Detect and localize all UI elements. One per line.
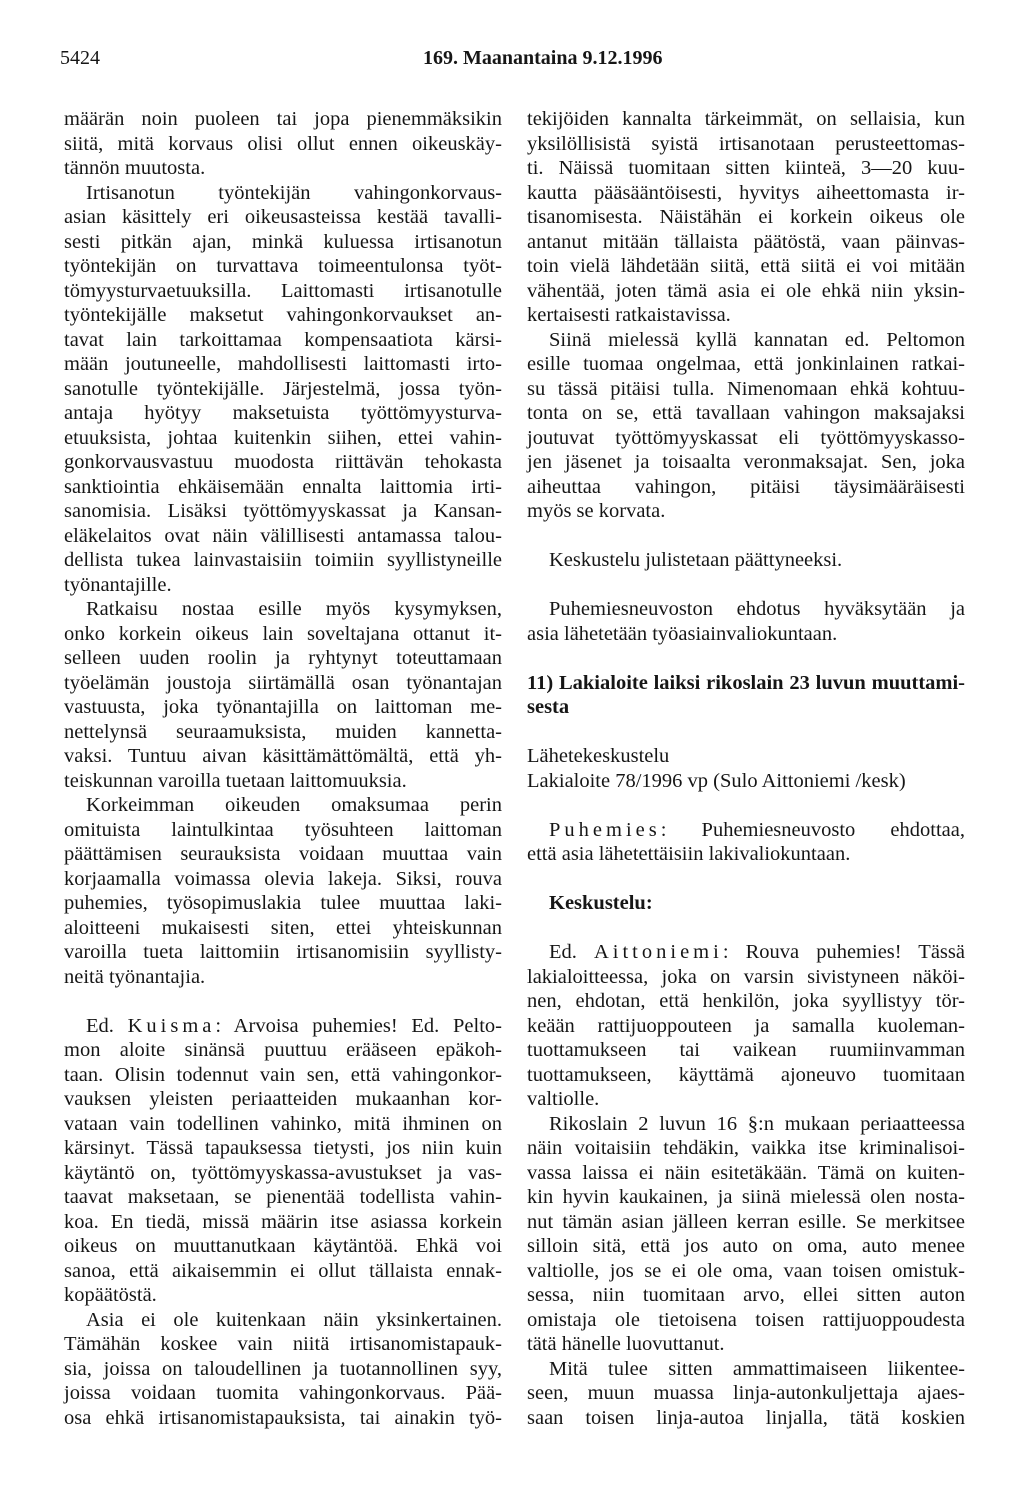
text-line: Ed. Kuisma: Arvoisa puhemies! Ed. Pelto- bbox=[86, 1014, 502, 1037]
page-header bbox=[60, 47, 970, 75]
paragraph-gap bbox=[527, 720, 965, 745]
text-line: Lähetekeskustelu bbox=[527, 745, 670, 767]
text-line: Korkeimman oikeuden omaksumaa perin bbox=[86, 794, 502, 816]
text-line: lakialoitteessa, joka on varsin sivistyneen näköi- bbox=[527, 965, 965, 988]
paragraph-gap bbox=[527, 793, 965, 818]
text-line: sesta bbox=[527, 696, 570, 718]
text-line: käytäntö on, työttömyyskassa-avustukset ja vas- bbox=[64, 1161, 502, 1184]
text-line: antaja hyötyy maksetuista työttömyysturva- bbox=[64, 402, 502, 424]
text-line: vastuusta, joka työnantajilla on laittoman me- bbox=[64, 696, 502, 718]
text-line: mään joutuneelle, mahdollisesti laittomasti irto- bbox=[64, 353, 502, 375]
text-line: Ed. Aittoniemi: Rouva puhemies! Tässä bbox=[549, 941, 965, 963]
page-number: 5424 bbox=[60, 47, 100, 69]
text-line: Puhemiesneuvoston ehdotus hyväksytään ja bbox=[549, 598, 965, 620]
text-line: saan toisen linja-autoa linjalla, tätä koskien bbox=[527, 1406, 965, 1429]
text-line: sanomisia. Lisäksi työttömyyskassat ja Kansan- bbox=[64, 500, 502, 522]
text-line: silloin sitä, että jos auto on oma, auto menee bbox=[527, 1235, 965, 1257]
text-line: vauksen yleisten periaatteiden mukaanhan kor- bbox=[64, 1088, 502, 1110]
text-line: kautta pääsääntöisesti, hyvitys aiheettomasta ir- bbox=[527, 181, 965, 204]
text-line: tömyysturvaetuuksilla. Laittomasti irtisanotulle bbox=[64, 279, 502, 302]
text-line: jen jäsenet ja toisaalta veronmaksajat. Sen, joka bbox=[527, 451, 965, 473]
text-line: Ratkaisu nostaa esille myös kysymyksen, bbox=[86, 598, 502, 620]
text-line: vassa laissa ei näin esitetäkään. Tämä on kuiten- bbox=[527, 1161, 965, 1184]
text-line: gonkorvausvastuu muodosta riittävän tehokasta bbox=[64, 451, 502, 473]
text-line: tekijöiden kannalta tärkeimmät, on sellaisia, kun bbox=[527, 108, 965, 130]
paragraph-gap bbox=[527, 646, 965, 671]
text-line: osa ehkä irtisanomistapauksista, tai ainakin työ- bbox=[64, 1406, 502, 1429]
speaker-name: Aittoniemi bbox=[593, 941, 723, 963]
text-line: vähentää, joten tämä asia ei ole ehkä niin yksin- bbox=[527, 279, 965, 302]
paragraph-gap bbox=[527, 867, 965, 892]
text-line: neitä työnantajia. bbox=[64, 965, 206, 988]
text-line: tonta on se, että tavallaan vahingon maksajaksi bbox=[527, 402, 965, 424]
text-line: siitä, mitä korvaus olisi ollut ennen oikeuskäy- bbox=[64, 132, 502, 155]
text-line: määrän noin puoleen tai jopa pienemmäksikin bbox=[64, 108, 502, 130]
paragraph-gap bbox=[64, 989, 502, 1014]
text-line: yksilöllisistä syistä irtisanotaan perusteettomas- bbox=[527, 132, 965, 155]
text-line: nen, ehdotan, että henkilön, joka syyllistyy tör- bbox=[527, 990, 965, 1012]
text-line: asia lähetetään työasiainvaliokuntaan. bbox=[527, 622, 838, 645]
text-line: kertaisesti ratkaistavissa. bbox=[527, 304, 731, 326]
text-line: antanut mitään tällaista päätöstä, vaan päinvas- bbox=[527, 230, 965, 253]
text-line: onko korkein oikeus lain soveltajana ottanut it- bbox=[64, 622, 502, 645]
text-line: koa. En tiedä, missä määrin itse asiassa korkein bbox=[64, 1210, 502, 1233]
text-line: 11) Lakialoite laiksi rikoslain 23 luvun muuttami- bbox=[527, 671, 965, 694]
text-line: Asia ei ole kuitenkaan näin yksinkertainen. bbox=[86, 1308, 502, 1331]
text-line: Lakialoite 78/1996 vp (Sulo Aittoniemi /kesk) bbox=[527, 769, 906, 792]
text-line: Siinä mielessä kyllä kannatan ed. Peltomon bbox=[549, 328, 965, 351]
text-line: vataan vain todellinen vahinko, mitä ihminen on bbox=[64, 1112, 502, 1135]
text-line: vaksi. Tuntuu aivan käsittämättömältä, että yh- bbox=[64, 745, 502, 767]
text-line: etuuksista, johtaa kuitenkin siihen, ettei vahin- bbox=[64, 426, 502, 449]
text-line: Keskustelu julistetaan päättyneeksi. bbox=[549, 549, 843, 571]
text-line: varoilla tueta laittomiin irtisanomisiin syyllisty- bbox=[64, 941, 502, 963]
text-line: Mitä tulee sitten ammattimaiseen liikentee- bbox=[549, 1357, 965, 1380]
text-line: aiheuttaa vahingon, pitäisi täysimääräisesti bbox=[527, 475, 965, 498]
text-line: seen, muun muassa linja-autonkuljettaja ajaes- bbox=[527, 1382, 965, 1404]
text-line: ti. Näissä tuomitaan sitten kiinteä, 3—20 kuu- bbox=[527, 157, 965, 179]
text-line: sanotulle työntekijälle. Järjestelmä, jossa työn- bbox=[64, 377, 502, 400]
paragraph-gap bbox=[527, 524, 965, 549]
text-line: omistaja ole tietoisena toisen rattijuoppoudesta bbox=[527, 1308, 965, 1331]
text-line: joissa voidaan tuomita vahingonkorvaus. Pää- bbox=[64, 1382, 502, 1404]
text-line: puhemies, työsopimuslakia tulee muuttaa laki- bbox=[64, 892, 502, 914]
text-line: sia, joissa on taloudellinen ja tuotannollinen syy, bbox=[64, 1357, 502, 1380]
text-line: työelämän joustoja siirtämällä osan työnantajan bbox=[64, 671, 502, 694]
text-line: eläkelaitos ovat näin välillisesti antamassa talou- bbox=[64, 524, 502, 547]
text-line: valtiolle. bbox=[527, 1088, 600, 1110]
text-line: nut tämän asian jälleen kerran esille. Se merkitsee bbox=[527, 1210, 965, 1233]
text-line: taavat maksetaan, se pienentää todellista vahin- bbox=[64, 1186, 502, 1208]
right-column bbox=[527, 107, 965, 1430]
text-line: omituista laintulkintaa työsuhteen laittoman bbox=[64, 818, 502, 841]
text-line: selleen uuden roolin ja ryhtynyt toteuttamaan bbox=[64, 647, 502, 669]
text-line: Keskustelu: bbox=[549, 892, 653, 914]
session-title: 169. Maanantaina 9.12.1996 bbox=[423, 47, 663, 69]
text-line: työntekijän on turvattava toimeentulonsa työt- bbox=[64, 255, 502, 277]
text-line: Puhemies: Puhemiesneuvosto ehdottaa, bbox=[549, 818, 965, 841]
text-line: sessa, niin tuomitaan arvo, ellei sitten auton bbox=[527, 1284, 965, 1306]
text-line: asian käsittely eri oikeusasteissa kestää tavalli- bbox=[64, 206, 502, 228]
text-line: kopäätöstä. bbox=[64, 1284, 157, 1306]
text-line: tuottamukseen, käyttämä ajoneuvo tuomitaan bbox=[527, 1063, 965, 1086]
text-line: nettelynsä seuraamuksista, muiden kannetta- bbox=[64, 720, 502, 743]
text-line: tavat lain tarkoittamaa kompensaatiota kärsi- bbox=[64, 328, 502, 351]
text-line: että asia lähetettäisiin lakivaliokuntaan. bbox=[527, 843, 851, 865]
text-line: sesti pitkän ajan, minkä kuluessa irtisanotun bbox=[64, 230, 502, 253]
text-line: työnantajille. bbox=[64, 573, 172, 596]
text-line: teiskunnan varoilla tuetaan laittomuuksia. bbox=[64, 769, 407, 792]
text-line: aloitteeni mukaisesti siten, ettei yhteiskunnan bbox=[64, 916, 502, 939]
text-line: dellista tukea lainvastaisiin toimiin syyllistyneille bbox=[64, 549, 502, 571]
text-line: sanoa, että aikaisemmin ei ollut tällaista ennak- bbox=[64, 1259, 502, 1282]
text-line: tätä hänelle luovuttanut. bbox=[527, 1333, 725, 1355]
text-line: tännön muutosta. bbox=[64, 157, 206, 179]
text-line: korjaamalla voimassa olevia lakeja. Siksi, rouva bbox=[64, 867, 502, 890]
text-line: tuottamukseen tai vaikean ruumiinvamman bbox=[527, 1039, 965, 1061]
text-line: valtiolle, jos se ei ole oma, vaan toisen omistuk- bbox=[527, 1259, 965, 1282]
text-line: esille tuomaa ongelmaa, että jonkinlainen ratkai- bbox=[527, 353, 965, 375]
text-line: su tässä pitäisi tulla. Nimenomaan ehkä kohtuu- bbox=[527, 377, 965, 400]
text-line: tisanomisesta. Näistähän ei korkein oikeus ole bbox=[527, 206, 965, 228]
text-line: Tämähän koskee vain niitä irtisanomistapauk- bbox=[64, 1333, 502, 1355]
text-line: joutuvat työttömyyskassat eli työttömyyskasso- bbox=[527, 426, 965, 449]
text-line: myös se korvata. bbox=[527, 500, 666, 522]
text-line: toin vielä lähdetään siitä, että siitä ei voi mitään bbox=[527, 255, 965, 277]
text-line: sanktiointia ehkäisemään ennalta laittomia irti- bbox=[64, 475, 502, 498]
text-line: kin hyvin kaukainen, ja siinä mielessä olen nosta- bbox=[527, 1186, 965, 1208]
text-line: mon aloite sinänsä puuttuu erääseen epäkoh- bbox=[64, 1039, 502, 1061]
text-line: Rikoslain 2 luvun 16 §:n mukaan periaatteessa bbox=[549, 1112, 965, 1135]
speaker-name: Puhemies bbox=[549, 818, 661, 841]
text-line: työntekijälle maksetut vahingonkorvaukset an- bbox=[64, 304, 502, 326]
text-line: näin voitaisiin tehdäkin, vaikka itse kriminalisoi- bbox=[527, 1137, 965, 1159]
text-line: kärsinyt. Tässä tapauksessa tietysti, jos niin kuin bbox=[64, 1137, 502, 1159]
text-line: päättämisen seurauksista voidaan muuttaa vain bbox=[64, 843, 502, 865]
left-column bbox=[64, 107, 502, 1430]
text-line: keään rattijuoppouteen ja samalla kuoleman- bbox=[527, 1014, 965, 1037]
paragraph-gap bbox=[527, 573, 965, 598]
text-line: taan. Olisin todennut vain sen, että vahingonkor- bbox=[64, 1063, 502, 1086]
paragraph-gap bbox=[527, 916, 965, 941]
text-line: oikeus on muuttanutkaan käytäntöä. Ehkä voi bbox=[64, 1235, 502, 1257]
speaker-name: Kuisma bbox=[127, 1014, 216, 1037]
text-line: Irtisanotun työntekijän vahingonkorvaus- bbox=[86, 181, 502, 204]
